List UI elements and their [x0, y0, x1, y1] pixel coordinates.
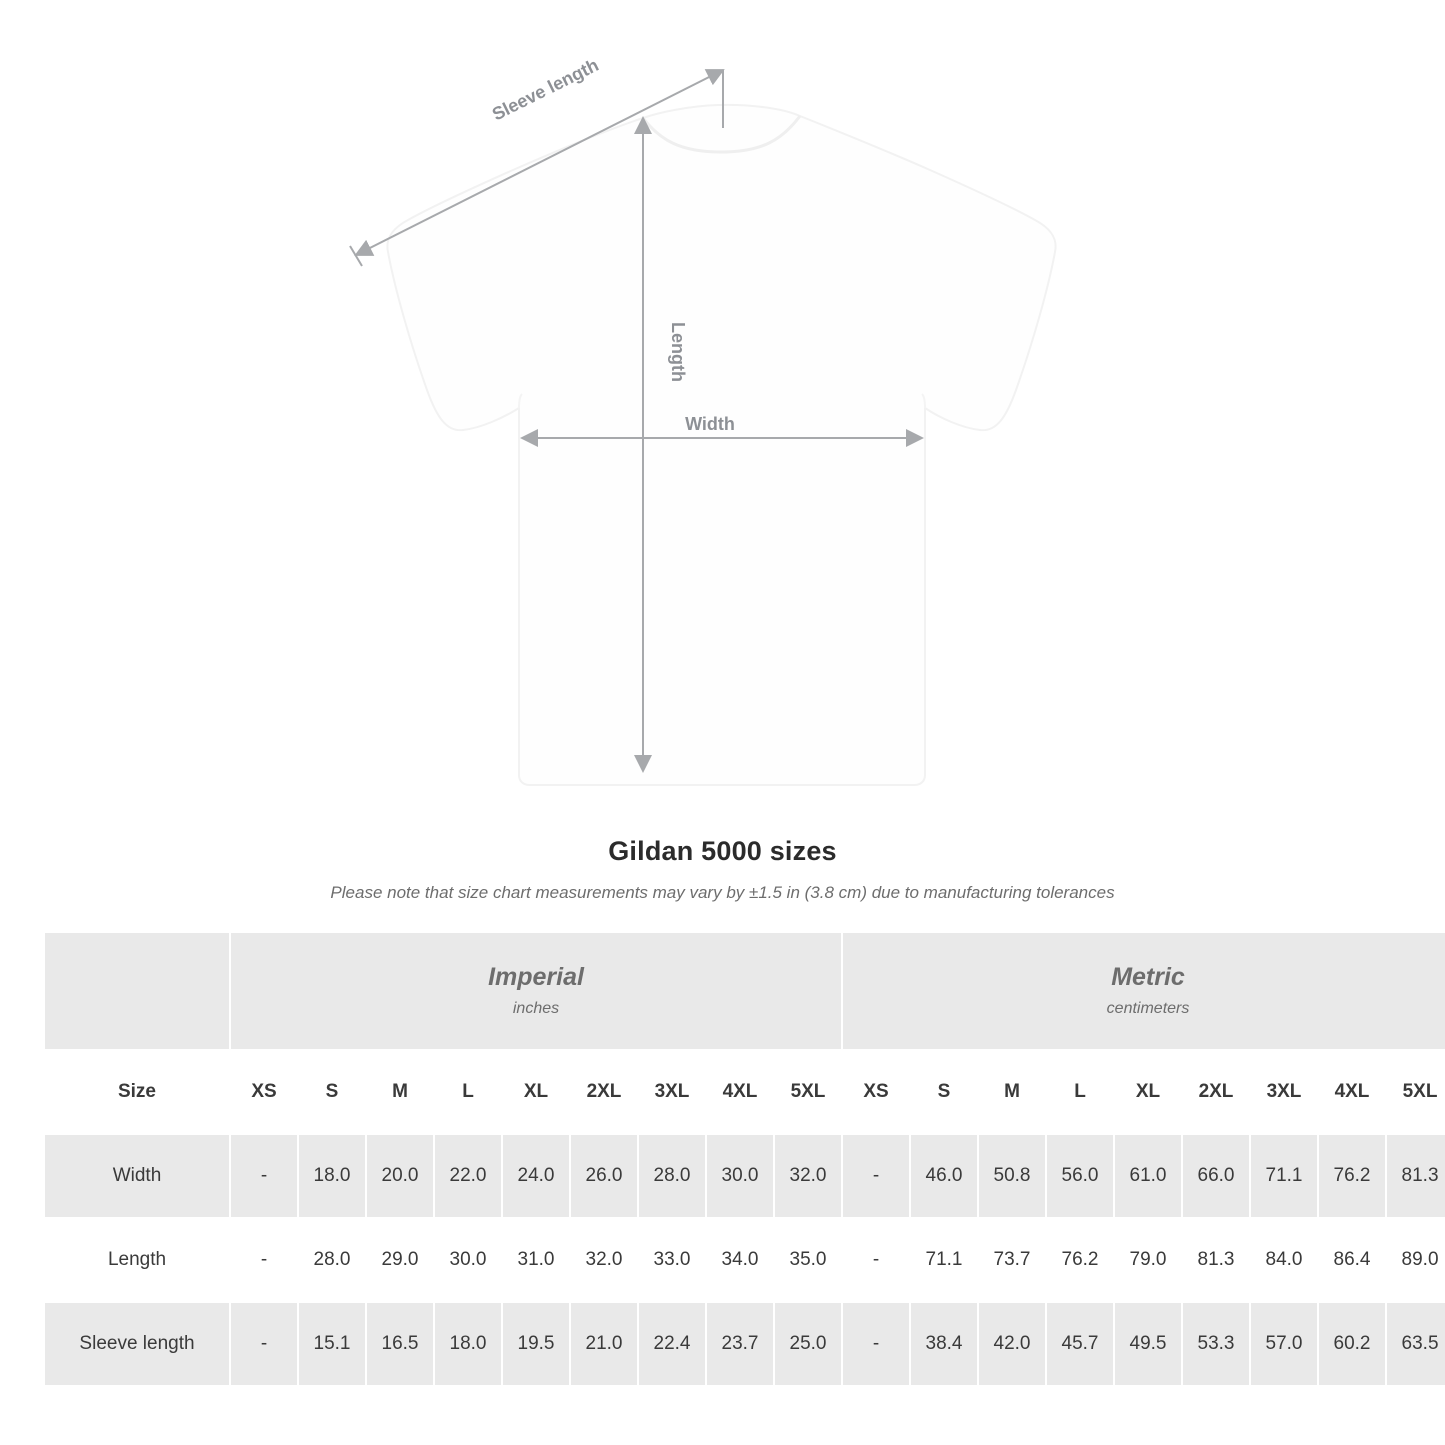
cell-width-imp-4xl: 30.0: [706, 1134, 774, 1218]
cell-sleeve-met-xl: 49.5: [1114, 1302, 1182, 1386]
cell-width-imp-m: 20.0: [366, 1134, 434, 1218]
size-col-metric-l: L: [1046, 1050, 1114, 1134]
cell-sleeve-imp-xs: -: [230, 1302, 298, 1386]
cell-length-met-2xl: 81.3: [1182, 1218, 1250, 1302]
size-table-wrap: [43, 931, 1439, 1387]
cell-length-imp-4xl: 34.0: [706, 1218, 774, 1302]
cell-width-imp-xs: -: [230, 1134, 298, 1218]
sleeve-length-label: Sleeve length: [488, 54, 602, 125]
size-col-metric-5xl: 5XL: [1386, 1050, 1445, 1134]
length-label: Length: [668, 322, 688, 382]
size-col-imperial-l: L: [434, 1050, 502, 1134]
width-label: Width: [685, 414, 735, 434]
tolerance-note: Please note that size chart measurements may vary by ±1.5 in (3.8 cm) due to manufacturing tolerances: [330, 883, 1115, 902]
cell-width-imp-5xl: 32.0: [774, 1134, 842, 1218]
cell-length-imp-2xl: 32.0: [570, 1218, 638, 1302]
size-col-imperial-xl: XL: [502, 1050, 570, 1134]
size-col-imperial-s: S: [298, 1050, 366, 1134]
cell-length-met-xl: 79.0: [1114, 1218, 1182, 1302]
cell-sleeve-imp-l: 18.0: [434, 1302, 502, 1386]
cell-width-met-xl: 61.0: [1114, 1134, 1182, 1218]
size-col-imperial-5xl: 5XL: [774, 1050, 842, 1134]
cell-sleeve-imp-xl: 19.5: [502, 1302, 570, 1386]
size-col-imperial-xs: XS: [230, 1050, 298, 1134]
cell-sleeve-met-m: 42.0: [978, 1302, 1046, 1386]
cell-sleeve-imp-2xl: 21.0: [570, 1302, 638, 1386]
cell-width-imp-l: 22.0: [434, 1134, 502, 1218]
cell-length-imp-3xl: 33.0: [638, 1218, 706, 1302]
size-col-metric-4xl: 4XL: [1318, 1050, 1386, 1134]
cell-sleeve-met-3xl: 57.0: [1250, 1302, 1318, 1386]
table-row: [44, 1218, 1445, 1302]
cell-length-imp-xs: -: [230, 1218, 298, 1302]
cell-length-imp-s: 28.0: [298, 1218, 366, 1302]
table-row: [44, 1302, 1445, 1386]
size-label-cell: Size: [44, 1050, 230, 1134]
size-col-metric-3xl: 3XL: [1250, 1050, 1318, 1134]
cell-length-met-5xl: 89.0: [1386, 1218, 1445, 1302]
cell-width-met-3xl: 71.1: [1250, 1134, 1318, 1218]
cell-sleeve-imp-4xl: 23.7: [706, 1302, 774, 1386]
metric-sub: centimeters: [1106, 999, 1190, 1017]
cell-sleeve-met-s: 38.4: [910, 1302, 978, 1386]
unit-header-row: [44, 932, 1445, 1050]
unit-header-spacer: [44, 932, 230, 1050]
row-label-length: Length: [44, 1218, 230, 1302]
size-col-metric-s: S: [910, 1050, 978, 1134]
cell-width-imp-xl: 24.0: [502, 1134, 570, 1218]
row-label-sleeve-length: Sleeve length: [44, 1302, 230, 1386]
cell-sleeve-met-xs: -: [842, 1302, 910, 1386]
cell-sleeve-met-4xl: 60.2: [1318, 1302, 1386, 1386]
cell-sleeve-met-2xl: 53.3: [1182, 1302, 1250, 1386]
cell-sleeve-met-5xl: 63.5: [1386, 1302, 1445, 1386]
size-col-metric-xl: XL: [1114, 1050, 1182, 1134]
sleeve-tick-start: [350, 246, 362, 266]
cell-width-met-5xl: 81.3: [1386, 1134, 1445, 1218]
metric-name: Metric: [1111, 963, 1185, 992]
cell-width-met-4xl: 76.2: [1318, 1134, 1386, 1218]
cell-width-met-m: 50.8: [978, 1134, 1046, 1218]
size-chart-table: [43, 931, 1445, 1387]
size-col-imperial-2xl: 2XL: [570, 1050, 638, 1134]
size-col-metric-2xl: 2XL: [1182, 1050, 1250, 1134]
cell-length-met-s: 71.1: [910, 1218, 978, 1302]
unit-header-imperial: [230, 932, 842, 1050]
cell-width-imp-s: 18.0: [298, 1134, 366, 1218]
size-header-row: [44, 1050, 1445, 1134]
cell-width-met-l: 56.0: [1046, 1134, 1114, 1218]
imperial-sub: inches: [512, 999, 560, 1017]
cell-length-met-xs: -: [842, 1218, 910, 1302]
size-col-imperial-3xl: 3XL: [638, 1050, 706, 1134]
table-row: [44, 1134, 1445, 1218]
cell-width-imp-3xl: 28.0: [638, 1134, 706, 1218]
cell-sleeve-imp-s: 15.1: [298, 1302, 366, 1386]
cell-sleeve-imp-3xl: 22.4: [638, 1302, 706, 1386]
cell-length-imp-5xl: 35.0: [774, 1218, 842, 1302]
size-col-metric-xs: XS: [842, 1050, 910, 1134]
cell-length-imp-l: 30.0: [434, 1218, 502, 1302]
cell-length-met-4xl: 86.4: [1318, 1218, 1386, 1302]
cell-width-met-2xl: 66.0: [1182, 1134, 1250, 1218]
cell-length-imp-m: 29.0: [366, 1218, 434, 1302]
cell-sleeve-imp-m: 16.5: [366, 1302, 434, 1386]
page-title: Gildan 5000 sizes: [608, 836, 837, 866]
tshirt-shape: [387, 105, 1055, 785]
size-col-imperial-m: M: [366, 1050, 434, 1134]
unit-header-metric: [842, 932, 1445, 1050]
chart-title-block: [0, 836, 1445, 903]
imperial-name: Imperial: [488, 963, 584, 992]
cell-width-imp-2xl: 26.0: [570, 1134, 638, 1218]
cell-length-met-3xl: 84.0: [1250, 1218, 1318, 1302]
cell-sleeve-met-l: 45.7: [1046, 1302, 1114, 1386]
cell-width-met-s: 46.0: [910, 1134, 978, 1218]
cell-length-met-l: 76.2: [1046, 1218, 1114, 1302]
cell-sleeve-imp-5xl: 25.0: [774, 1302, 842, 1386]
cell-length-imp-xl: 31.0: [502, 1218, 570, 1302]
cell-length-met-m: 73.7: [978, 1218, 1046, 1302]
row-label-width: Width: [44, 1134, 230, 1218]
size-col-metric-m: M: [978, 1050, 1046, 1134]
cell-width-met-xs: -: [842, 1134, 910, 1218]
size-col-imperial-4xl: 4XL: [706, 1050, 774, 1134]
